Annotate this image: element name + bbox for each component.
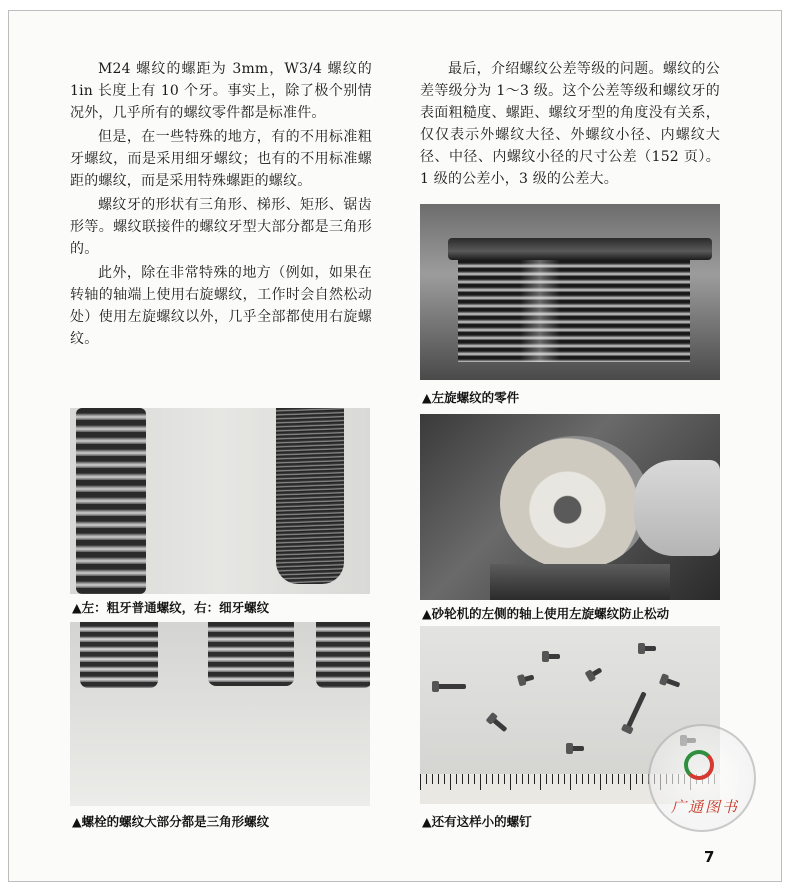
- bolt: [316, 622, 370, 688]
- paragraph: 但是，在一些特殊的地方，有的不用标准粗牙螺纹，而是采用细牙螺纹；也有的不用标准螺距的螺纹，而是采用特殊螺距的螺纹。: [70, 129, 372, 189]
- stamp-text: 广通图书: [670, 798, 739, 816]
- stamp-logo-icon: [684, 750, 714, 780]
- caption-threads: ▲左：粗牙普通螺纹，右：细牙螺纹: [72, 600, 270, 615]
- caption-grinder: ▲砂轮机的左侧的轴上使用左旋螺纹防止松动: [422, 606, 670, 621]
- left-text-column: [70, 58, 372, 352]
- caption-screws: ▲还有这样小的螺钉: [422, 814, 532, 829]
- part-flange: [448, 238, 712, 260]
- bolt: [80, 622, 158, 688]
- screw: [522, 675, 535, 683]
- photo-coarse-fine-threads: [70, 408, 370, 594]
- screw: [546, 654, 560, 659]
- screw: [436, 684, 466, 689]
- photo-grinder: [420, 414, 720, 600]
- screw: [570, 746, 584, 751]
- screw: [490, 717, 507, 732]
- photo-left-hand-thread-part: [420, 204, 720, 380]
- caption-bolts: ▲螺栓的螺纹大部分都是三角形螺纹: [72, 814, 270, 829]
- highlight: [520, 260, 560, 362]
- threaded-cylinder: [458, 260, 690, 362]
- fine-thread-rod: [276, 408, 344, 584]
- screw: [625, 691, 646, 729]
- coarse-thread-rod: [76, 408, 146, 594]
- paragraph: 最后，介绍螺纹公差等级的问题。螺纹的公差等级分为 1～3 级。这个公差等级和螺纹牙的表面粗糙度、螺距、螺纹牙型的角度没有关系，仅仅表示外螺纹大径、外螺纹小径、内螺纹大径、中径、内螺纹小径的尺寸公差（152 页）。1 级的公差小，3 级的公差大。: [420, 61, 720, 187]
- page-number: 7: [704, 848, 715, 866]
- screw: [664, 677, 681, 687]
- bolt: [208, 622, 294, 686]
- paragraph: 此外，除在非常特殊的地方（例如，如果在转轴的轴端上使用右旋螺纹，工作时会自然松动处）使用左旋螺纹以外，几乎全部都使用右旋螺纹。: [70, 265, 372, 347]
- hand: [634, 460, 720, 556]
- photo-bolts: [70, 622, 370, 806]
- paragraph: 螺纹牙的形状有三角形、梯形、矩形、锯齿形等。螺纹联接件的螺纹牙型大部分都是三角形的。: [70, 197, 372, 257]
- grinder-base: [490, 564, 670, 600]
- caption-lefthand: ▲左旋螺纹的零件: [422, 390, 520, 405]
- grinding-wheel: [500, 436, 650, 570]
- screw: [590, 667, 603, 677]
- right-text-column: [420, 58, 720, 192]
- paragraph: M24 螺纹的螺距为 3mm，W3/4 螺纹的 1in 长度上有 10 个牙。事实上，除了极个别情况外，几乎所有的螺纹零件都是标准件。: [70, 61, 372, 121]
- screw: [642, 646, 656, 651]
